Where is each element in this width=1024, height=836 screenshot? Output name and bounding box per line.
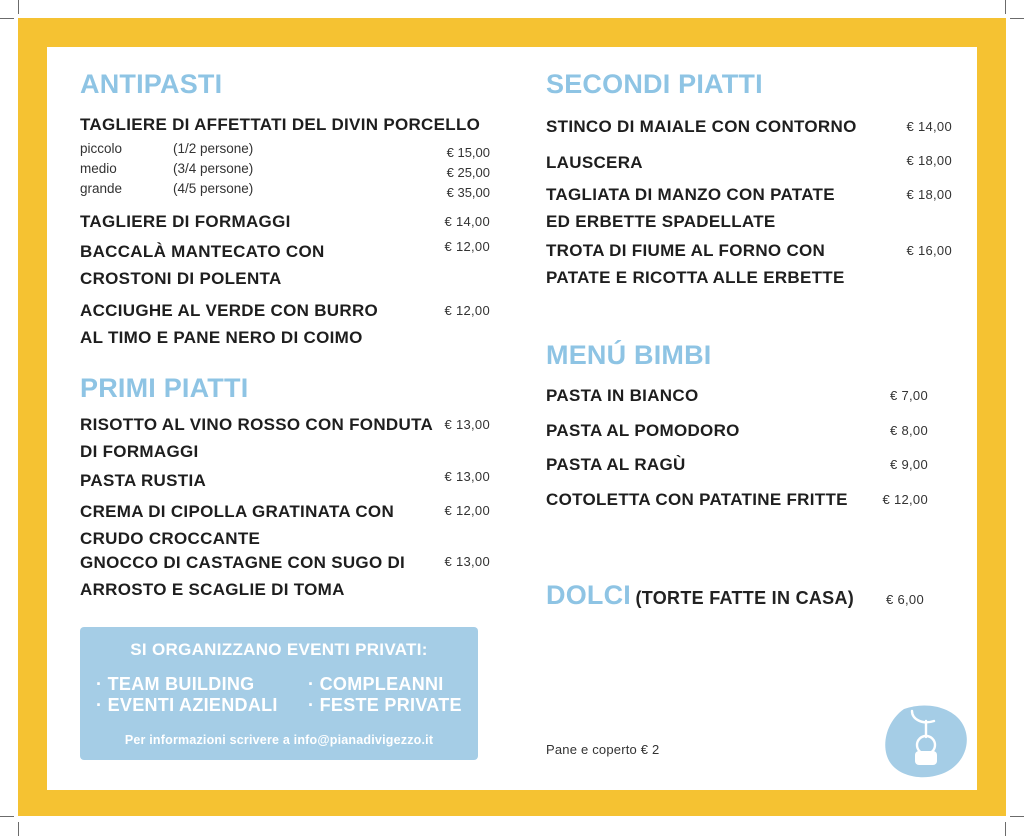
event-item: · TEAM BUILDING [96, 674, 255, 694]
item-price: € 13,00 [444, 417, 490, 432]
menu-sheet [47, 47, 977, 790]
crop-mark [18, 822, 19, 836]
menu-item [80, 238, 490, 292]
item-price: € 14,00 [906, 119, 952, 134]
item-name: PASTA IN BIANCO [546, 386, 699, 405]
menu-item-tagliere-affettati [80, 111, 490, 138]
item-name: RISOTTO AL VINO ROSSO CON FONDUTA DI FORMAGGI [80, 415, 434, 461]
item-name: GNOCCO DI CASTAGNE CON SUGO DI ARROSTO E SCAGLIE DI TOMA [80, 553, 406, 599]
menu-item [546, 149, 952, 176]
item-name: TAGLIATA DI MANZO CON PATATE ED ERBETTE SPADELLATE [546, 185, 835, 231]
events-contact: Per informazioni scrivere a info@pianadivigezzo.it [124, 733, 434, 747]
item-name: CREMA DI CIPOLLA GRATINATA CON CRUDO CROCCANTE [80, 502, 395, 548]
item-price: € 14,00 [444, 214, 490, 229]
item-name: STINCO DI MAIALE CON CONTORNO [546, 117, 857, 136]
event-item: · EVENTI AZIENDALI [96, 695, 278, 715]
item-price: € 12,00 [882, 492, 928, 507]
item-name: COTOLETTA CON PATATINE FRITTE [546, 490, 848, 509]
item-name: TAGLIERE DI AFFETTATI DEL DIVIN PORCELLO [80, 115, 481, 134]
item-price: € 12,00 [444, 239, 490, 254]
item-price: € 6,00 [886, 592, 924, 607]
menu-item [80, 297, 490, 351]
menu-item [546, 382, 952, 409]
size-row [80, 179, 490, 199]
item-price: € 12,00 [444, 503, 490, 518]
event-item: · FESTE PRIVATE [308, 695, 462, 715]
events-title: SI ORGANIZZANO EVENTI PRIVATI: [130, 640, 428, 659]
menu-item [546, 486, 952, 513]
crop-mark [18, 0, 19, 14]
item-price: € 18,00 [906, 153, 952, 168]
item-price: € 16,00 [906, 243, 952, 258]
item-name: BACCALÀ MANTECATO CON CROSTONI DI POLENTA [80, 242, 325, 288]
crop-mark [1005, 0, 1006, 14]
menu-item [546, 181, 952, 235]
size-people: (4/5 persone) [173, 181, 254, 196]
menu-item [546, 451, 952, 478]
item-name: TROTA DI FIUME AL FORNO CON PATATE E RICOTTA ALLE ERBETTE [546, 241, 845, 287]
menu-item [546, 417, 952, 444]
tagliere-sizes [80, 139, 490, 199]
size-row [80, 159, 490, 179]
menu-item [80, 549, 490, 603]
item-name: PASTA AL RAGÙ [546, 455, 686, 474]
size-label: piccolo [80, 141, 123, 156]
antipasti-title: ANTIPASTI [80, 69, 223, 99]
menu-item [80, 411, 490, 465]
primi-title: PRIMI PIATTI [80, 373, 249, 403]
item-name: PASTA AL POMODORO [546, 421, 740, 440]
crop-mark [1005, 822, 1006, 836]
dolci-subtitle: (TORTE FATTE IN CASA) [635, 588, 855, 608]
menu-item [80, 467, 490, 494]
menu-item [80, 208, 490, 235]
item-name: LAUSCERA [546, 153, 643, 172]
dolci-title: DOLCI [546, 580, 631, 610]
item-price: € 18,00 [906, 187, 952, 202]
item-name: PASTA RUSTIA [80, 471, 207, 490]
menu-item [80, 498, 490, 552]
secondi-title: SECONDI PIATTI [546, 69, 763, 99]
item-price: € 8,00 [890, 423, 928, 438]
size-label: medio [80, 161, 117, 176]
size-row [80, 139, 490, 159]
item-price: € 12,00 [444, 303, 490, 318]
item-price: € 7,00 [890, 388, 928, 403]
item-price: € 13,00 [444, 469, 490, 484]
item-price: € 9,00 [890, 457, 928, 472]
crop-mark [1010, 816, 1024, 817]
private-events-box [80, 627, 478, 760]
size-label: grande [80, 181, 123, 196]
size-people: (1/2 persone) [173, 141, 254, 156]
size-price: € 25,00 [446, 165, 490, 180]
crop-mark [0, 18, 14, 19]
event-item: · COMPLEANNI [308, 674, 444, 694]
item-price: € 13,00 [444, 554, 490, 569]
bimbi-title: MENÚ BIMBI [546, 340, 712, 370]
size-price: € 15,00 [446, 145, 490, 160]
cover-charge-note: Pane e coperto € 2 [546, 742, 660, 757]
item-name: TAGLIERE DI FORMAGGI [80, 212, 291, 231]
crop-mark [1010, 18, 1024, 19]
menu-item [546, 113, 952, 140]
item-name: ACCIUGHE AL VERDE CON BURRO AL TIMO E PANE NERO DI COIMO [80, 301, 379, 347]
cable-car-icon [882, 703, 968, 779]
menu-item [546, 237, 952, 291]
dolci-row [546, 580, 952, 611]
crop-mark [0, 816, 14, 817]
size-price: € 35,00 [446, 185, 490, 200]
size-people: (3/4 persone) [173, 161, 254, 176]
